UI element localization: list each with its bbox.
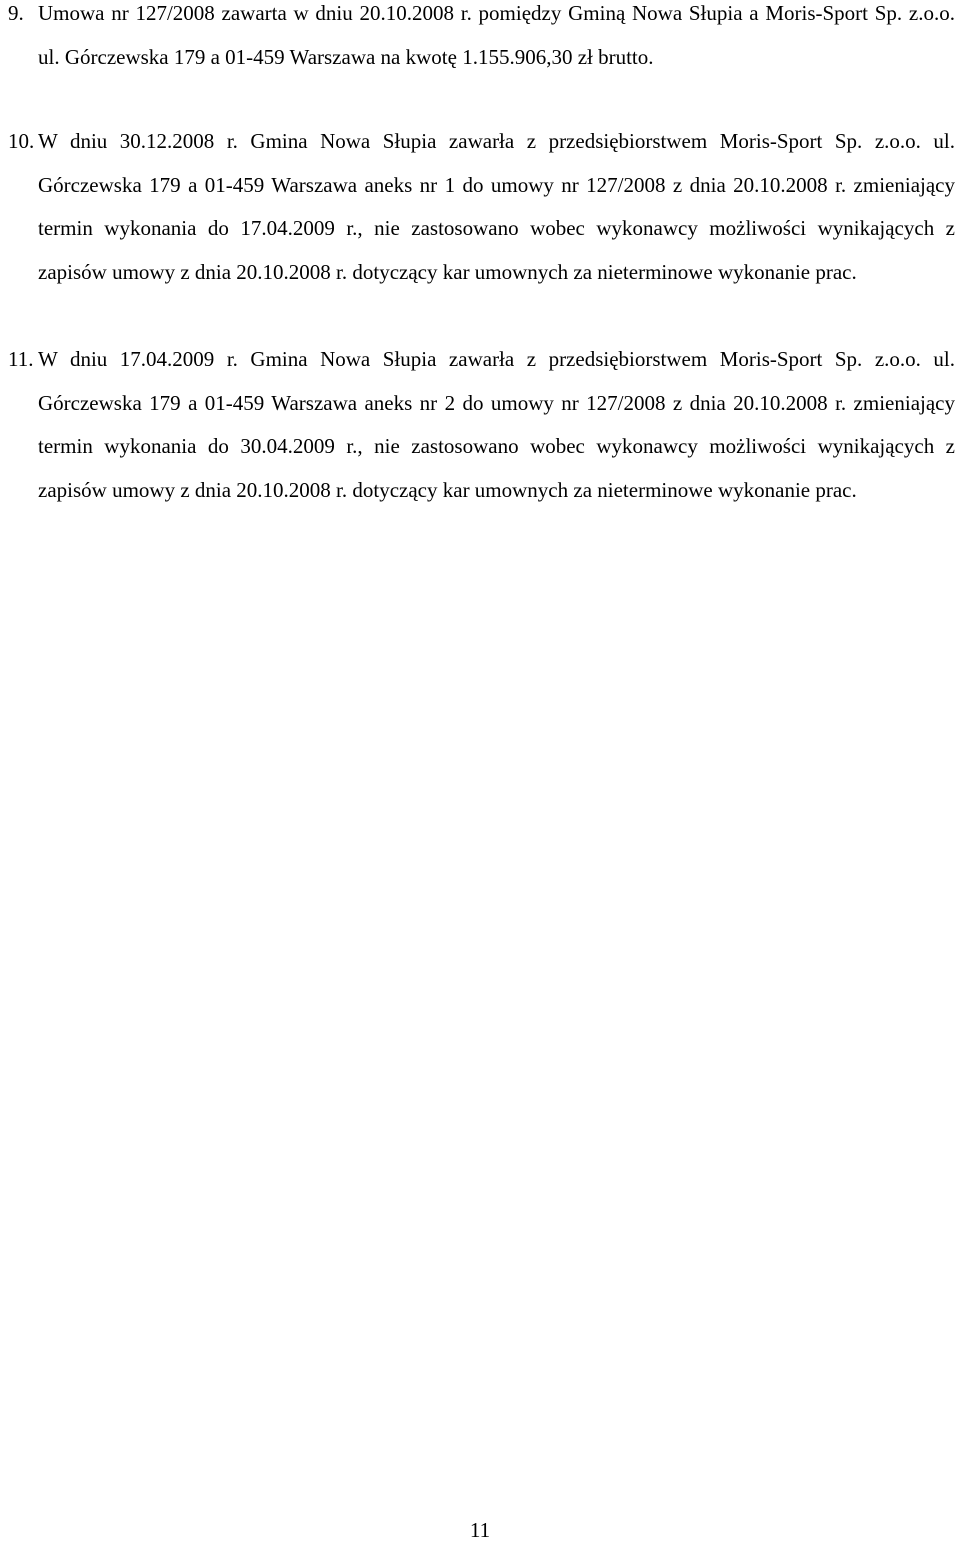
item-text: W dniu 30.12.2008 r. Gmina Nowa Słupia zawarła z przedsiębiorstwem Moris-Sport Sp. z.o.o. ul. Górczewska 179 a 01-459 Warszawa aneks nr 1 do umowy nr 127/2008 z dnia 20.10.2008 r. zmieniający termin wykonania do 17.04.2009 r., nie zastosowano wobec wykonawcy możliwości wynikających z zapisów umowy z dnia 20.10.2008 r. dotyczący kar umownych za nieterminowe wykonanie prac. <box>38 129 955 284</box>
list-item-10 <box>8 120 955 294</box>
item-number: 9. <box>8 1 24 25</box>
item-text: Umowa nr 127/2008 zawarta w dniu 20.10.2008 r. pomiędzy Gminą Nowa Słupia a Moris-Sport Sp. z.o.o. ul. Górczewska 179 a 01-459 Warszawa na kwotę 1.155.906,30 zł brutto. <box>38 1 955 69</box>
item-text: W dniu 17.04.2009 r. Gmina Nowa Słupia zawarła z przedsiębiorstwem Moris-Sport Sp. z.o.o. ul. Górczewska 179 a 01-459 Warszawa aneks nr 2 do umowy nr 127/2008 z dnia 20.10.2008 r. zmieniający termin wykonania do 30.04.2009 r., nie zastosowano wobec wykonawcy możliwości wynikających z zapisów umowy z dnia 20.10.2008 r. dotyczący kar umownych za nieterminowe wykonanie prac. <box>38 347 955 502</box>
list-item-11 <box>8 338 955 512</box>
list-item-9 <box>8 0 955 79</box>
page-number: 11 <box>469 1518 491 1542</box>
item-number: 11. <box>8 347 34 371</box>
item-number: 10. <box>8 129 35 153</box>
